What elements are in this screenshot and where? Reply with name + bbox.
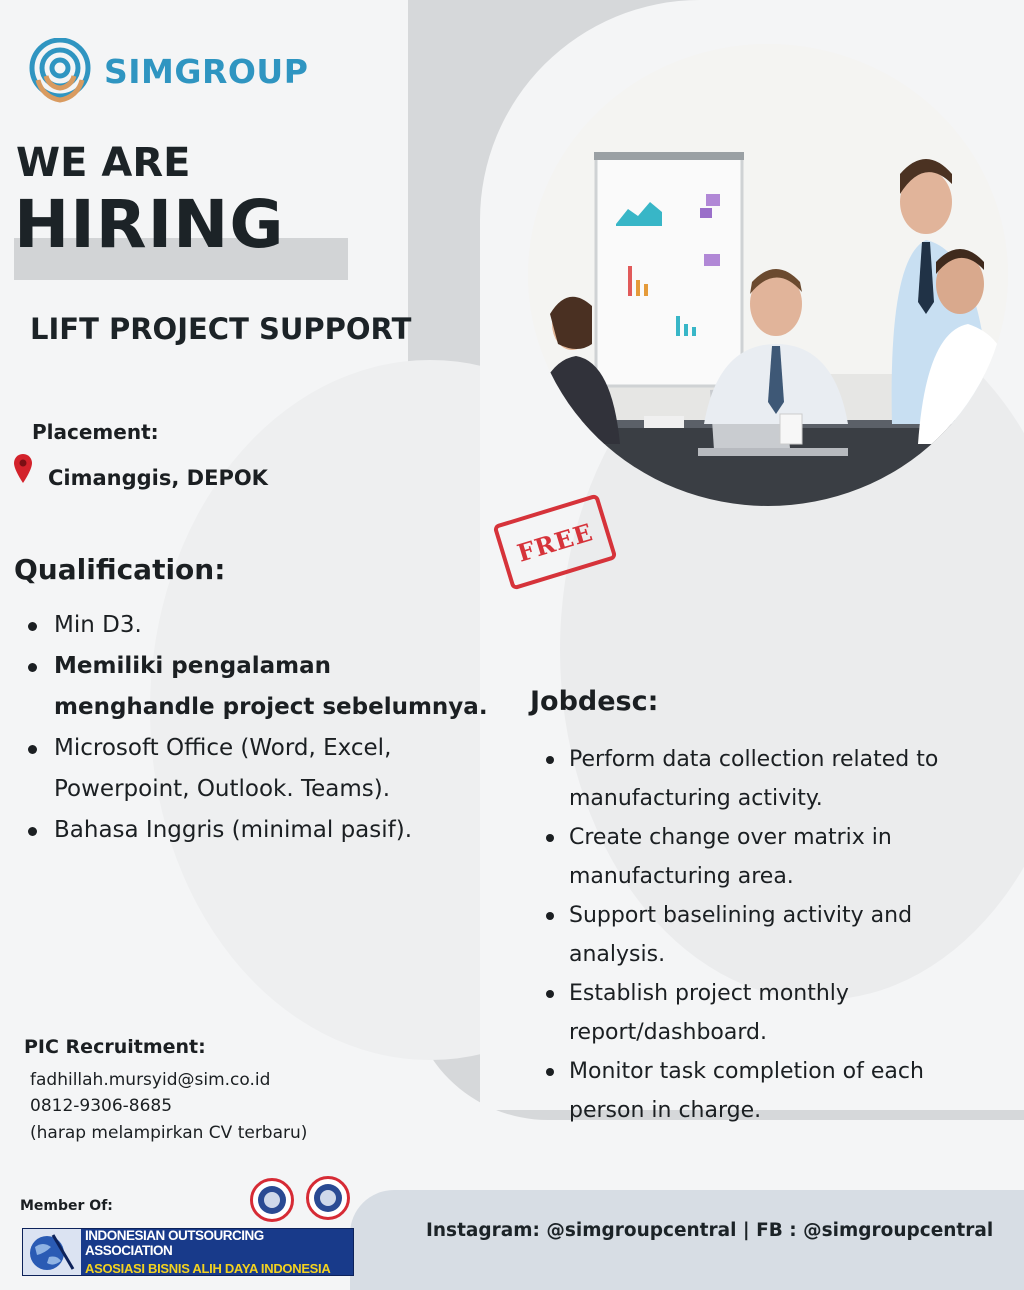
jobdesc-title: Jobdesc: bbox=[530, 686, 659, 717]
jobdesc-list bbox=[544, 740, 1004, 1130]
list-item: Min D3. bbox=[24, 605, 494, 646]
placement-label: Placement: bbox=[32, 420, 159, 444]
brand-name: SIMGROUP bbox=[104, 51, 309, 91]
headline-line1: WE ARE bbox=[16, 140, 191, 186]
placement-value: Cimanggis, DEPOK bbox=[48, 466, 268, 490]
list-item: Monitor task completion of each person in charge. bbox=[544, 1052, 1004, 1130]
pic-email[interactable]: fadhillah.mursyid@sim.co.id bbox=[30, 1070, 271, 1090]
list-item: Microsoft Office (Word, Excel, Powerpoint, Outlook. Teams). bbox=[24, 728, 494, 810]
list-item: Memiliki pengalaman menghandle project sebelumnya. bbox=[24, 646, 494, 728]
list-item: Perform data collection related to manufacturing activity. bbox=[544, 740, 1004, 818]
pic-note: (harap melampirkan CV terbaru) bbox=[30, 1123, 308, 1143]
job-title: LIFT PROJECT SUPPORT bbox=[30, 312, 412, 346]
ioa-name: INDONESIAN OUTSOURCING ASSOCIATION bbox=[85, 1228, 264, 1258]
certification-seal-icon bbox=[250, 1178, 294, 1222]
social-handles: Instagram: @simgroupcentral | FB : @simgroupcentral bbox=[426, 1220, 994, 1241]
ioa-association-logo bbox=[22, 1228, 354, 1276]
globe-icon bbox=[23, 1229, 81, 1275]
iso-seal-icon bbox=[306, 1176, 350, 1220]
ioa-name-id: ASOSIASI BISNIS ALIH DAYA INDONESIA bbox=[85, 1261, 331, 1276]
headline-line2: HIRING bbox=[14, 186, 285, 263]
simgroup-logo-icon bbox=[28, 38, 92, 104]
brand-logo bbox=[28, 38, 308, 104]
list-item: Establish project monthly report/dashboard. bbox=[544, 974, 1004, 1052]
pic-title: PIC Recruitment: bbox=[24, 1036, 206, 1058]
free-stamp-text: FREE bbox=[513, 516, 597, 568]
list-item: Bahasa Inggris (minimal pasif). bbox=[24, 810, 494, 851]
qualification-title: Qualification: bbox=[14, 553, 226, 586]
office-team-photo bbox=[528, 44, 1008, 506]
list-item: Create change over matrix in manufacturing area. bbox=[544, 818, 1004, 896]
list-item: Support baselining activity and analysis. bbox=[544, 896, 1004, 974]
member-label: Member Of: bbox=[20, 1198, 113, 1214]
location-pin-icon bbox=[12, 453, 34, 485]
qualification-list bbox=[24, 605, 494, 851]
pic-phone[interactable]: 0812-9306-8685 bbox=[30, 1096, 173, 1116]
